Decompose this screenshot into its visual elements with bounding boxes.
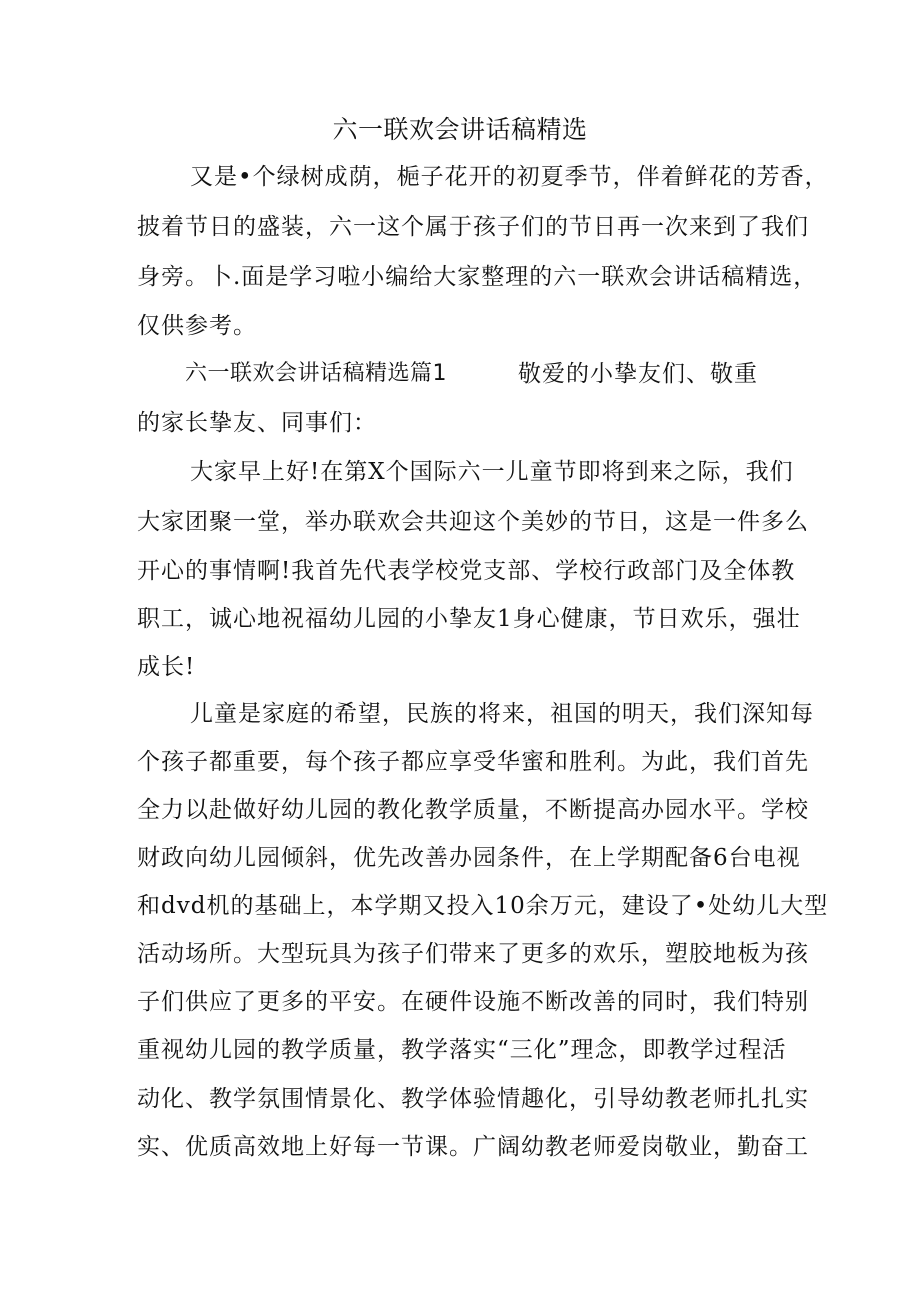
paragraph-line: 活动场所。大型玩具为孩子们带来了更多的欢乐，塑胶地板为孩	[137, 941, 809, 967]
paragraph-line: 大家早上好!在第X个国际六一儿童节即将到来之际，我们	[190, 459, 794, 485]
paragraph-line: 开心的事情啊!我首先代表学校党支部、学校行政部门及全体教	[137, 558, 796, 584]
intro-line: 又是•个绿树成荫，梔子花开的初夏季节，伴着鲜花的芳香，	[190, 164, 829, 190]
paragraph-line: 子们供应了更多的平安。在硬件设施不断改善的同时，我们特别	[137, 989, 809, 1015]
intro-line: 身旁。卜.面是学习啦小编给大家整理的六一联欢会讲话稿精选，	[137, 264, 818, 290]
paragraph-line: 职工，诚心地祝福幼儿园的小挚友1身心健康，节日欢乐，强壮	[137, 606, 801, 632]
paragraph-line: 全力以赴做好幼儿园的教化教学质量，不断提高办园水平。学校	[137, 797, 809, 823]
paragraph-line: 重视幼儿园的教学质量，教学落实“三化”理念，即教学过程活	[137, 1037, 787, 1063]
paragraph-line: 儿童是家庭的希望，民族的将来，祖国的明天，我们深知每	[190, 701, 814, 727]
paragraph-line: 动化、教学氛围情景化、教学体验情趣化，引导幼教老师扎扎实	[137, 1086, 809, 1112]
paragraph-line: 成长!	[137, 654, 196, 680]
section-heading-row	[185, 357, 785, 391]
paragraph-line: 大家团聚一堂，举办联欢会共迎这个美妙的节日，这是一件多么	[137, 509, 809, 535]
greeting-line: 敬爱的小挚友们、敬重	[518, 361, 758, 387]
paragraph-line: 财政向幼儿园倾斜，优先改善办园条件，在上学期配备6台电视	[137, 845, 801, 871]
paragraph-line: 个孩子都重要，每个孩子都应享受华蜜和胜利。为此，我们首先	[137, 749, 809, 775]
paragraph-line: 和dvd机的基础上，本学期又投入10余万元，建设了•处幼儿大型	[137, 893, 829, 919]
intro-line: 仅供参考。	[137, 313, 257, 339]
section-heading: 六一联欢会讲话稿精选篇1	[185, 361, 447, 386]
intro-line: 披着节日的盛装，六一这个属于孩子们的节日再一次来到了我们	[137, 214, 809, 240]
greeting-line: 的家长挚友、同事们：	[137, 410, 377, 436]
paragraph-line: 实、优质高效地上好每一节课。广阔幼教老师爱岗敬业，勤奋工	[137, 1134, 809, 1160]
document-title: 六一联欢会讲话稿精选	[332, 115, 588, 144]
